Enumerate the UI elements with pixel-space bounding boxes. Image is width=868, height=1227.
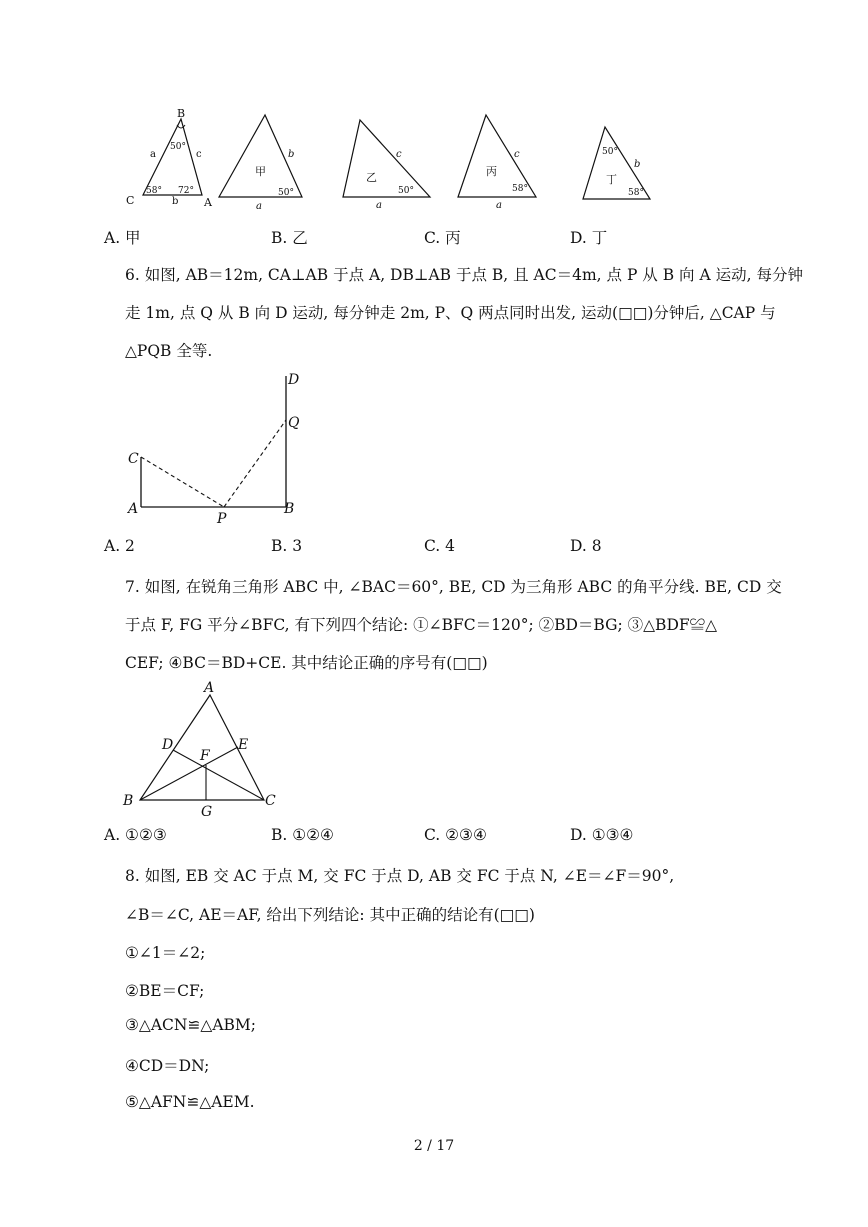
q5-yi-side-c: c [396,149,402,160]
q5-ref-angle-B: 50° [170,142,186,152]
q5-option-d[interactable]: D. 丁 [570,229,608,247]
q7-text-line-2: 于点 F, FG 平分∠BFC, 有下列四个结论: ①∠BFC＝120°; ②BD＝BG; ③△BDF≌△ [125,616,718,634]
q7-option-d[interactable]: D. ①③④ [570,826,634,844]
q5-ref-angle-A: 72° [178,186,194,196]
q7-text-line-1: 7. 如图, 在锐角三角形 ABC 中, ∠BAC＝60°, BE, CD 为三角形 ABC 的角平分线. BE, CD 交 [125,578,782,596]
q5-triangle-bing [458,115,536,211]
q5-ding-angle-right: 58° [628,188,644,198]
q5-figures [120,105,660,215]
q7-option-a[interactable]: A. ①②③ [104,826,167,844]
q7-label-A: A [204,680,215,696]
q5-jia-side-b: b [288,149,295,160]
q5-jia-name: 甲 [255,165,266,178]
q7-label-B: B [123,793,134,809]
q6-label-B: B [284,501,295,517]
q5-ref-label-B: B [177,107,186,120]
q5-bing-angle: 58° [512,184,528,194]
q6-text-line-2: 走 1m, 点 Q 从 B 向 D 运动, 每分钟走 2m, P、Q 两点同时出发, 运动(□□)分钟后, △CAP 与 [125,304,776,322]
q5-ref-label-a: a [150,149,156,160]
q5-ref-angle-C: 58° [146,186,162,196]
q5-ref-label-C: C [126,194,135,207]
q5-option-a[interactable]: A. 甲 [104,229,141,247]
q7-figure [120,678,290,820]
q5-yi-name: 乙 [366,171,377,184]
q6-figure [120,370,320,528]
q7-label-G: G [201,804,213,820]
q5-option-b[interactable]: B. 乙 [271,229,308,247]
q7-label-F: F [200,748,210,764]
q8-item-5: ⑤△AFN≌△AEM. [125,1093,255,1111]
q5-ding-angle-top: 50° [602,147,618,157]
q5-ref-label-A: A [204,196,212,209]
q5-triangle-ding [583,127,650,199]
q5-bing-side-c: c [514,149,520,160]
q7-label-C: C [265,793,276,809]
q5-yi-angle: 50° [398,186,414,196]
q5-yi-side-a: a [376,200,382,211]
q5-ref-label-b: b [172,196,179,207]
q8-text-line-1: 8. 如图, EB 交 AC 于点 M, 交 FC 于点 D, AB 交 FC 于点 N, ∠E＝∠F＝90°, [125,867,675,885]
q5-ref-label-c: c [196,149,202,160]
q8-text-line-2: ∠B＝∠C, AE＝AF, 给出下列结论: 其中正确的结论有(□□) [125,906,535,924]
q5-option-c[interactable]: C. 丙 [424,229,461,247]
q6-label-C: C [128,451,139,467]
q5-bing-side-a: a [496,200,502,211]
q6-text-line-1: 6. 如图, AB＝12m, CA⊥AB 于点 A, DB⊥AB 于点 B, 且 AC＝4m, 点 P 从 B 向 A 运动, 每分钟 [125,266,803,284]
q5-reference-triangle [126,107,213,209]
q7-text-line-3: CEF; ④BC＝BD+CE. 其中结论正确的序号有(□□) [125,654,488,672]
q6-option-c[interactable]: C. 4 [424,537,456,555]
q8-item-3: ③△ACN≌△ABM; [125,1016,257,1034]
q6-text-line-3: △PQB 全等. [125,342,213,360]
q5-triangle-yi [343,120,430,211]
q5-bing-name: 丙 [486,165,497,178]
q6-option-b[interactable]: B. 3 [271,537,303,555]
q6-option-d[interactable]: D. 8 [570,537,602,555]
q5-jia-angle: 50° [278,188,294,198]
q8-item-2: ②BE＝CF; [125,982,205,1000]
q7-option-c[interactable]: C. ②③④ [424,826,487,844]
page-number: 2 / 17 [413,1138,455,1154]
q5-ding-side-b: b [634,159,641,170]
q5-ding-name: 丁 [606,173,617,186]
q6-label-P: P [217,511,227,527]
q5-triangle-jia [219,115,302,212]
q7-option-b[interactable]: B. ①②④ [271,826,334,844]
q6-option-a[interactable]: A. 2 [104,537,135,555]
q5-jia-side-a: a [256,201,262,212]
q6-label-Q: Q [288,415,300,431]
q8-item-1: ①∠1＝∠2; [125,944,206,962]
q6-label-A: A [128,501,139,517]
q6-label-D: D [288,372,300,388]
q7-label-E: E [238,737,249,753]
q8-item-4: ④CD＝DN; [125,1057,210,1075]
q7-label-D: D [162,737,174,753]
